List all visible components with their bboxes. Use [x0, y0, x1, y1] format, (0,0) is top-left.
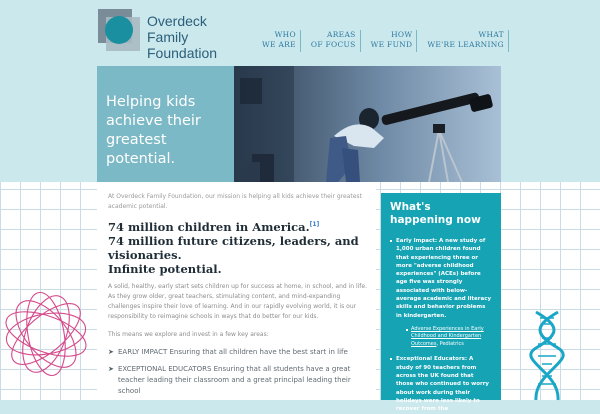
nav-what-were-learning[interactable]	[427, 30, 509, 52]
headline-line2: 74 million future citizens, leaders, and visionaries.	[108, 233, 359, 262]
nav-label: WHAT	[478, 30, 504, 39]
footnote-link[interactable]: [1]	[309, 221, 320, 228]
news-text: Exceptional Educators: A study of 90 teachers from across the UK found that those who continued to worry about work during their holidays were less likely to recover from the	[390, 355, 492, 413]
focus-area-text: EARLY IMPACT Ensuring that all children have the best start in life	[118, 347, 348, 356]
nav-label: AREAS	[327, 30, 356, 39]
hero-photo-child-telescope	[234, 66, 501, 182]
hero-banner	[97, 66, 501, 182]
nav-how-we-fund[interactable]	[371, 30, 418, 52]
logo-wordmark[interactable]	[147, 13, 237, 61]
hero-line: achieve their	[106, 113, 201, 129]
focus-area-text: EXCEPTIONAL EDUCATORS Ensuring that all students have a great teacher leading their classroom and a great principal leading their school	[118, 364, 351, 395]
logo-line2: Foundation	[147, 45, 218, 61]
dna-helix-decoration	[528, 312, 568, 400]
nav-label: OF FOCUS	[310, 40, 356, 49]
news-item	[390, 355, 492, 413]
main-content	[97, 182, 376, 400]
logo-circle	[105, 16, 133, 44]
areas-intro: This means we explore and invest in a few key areas:	[108, 330, 269, 338]
news-item	[390, 237, 492, 348]
main-nav	[252, 30, 509, 54]
hero-line: Helping kids	[106, 94, 196, 110]
focus-area-list	[108, 347, 376, 397]
logo-mark[interactable]	[98, 9, 140, 51]
mission-intro: At Overdeck Family Foundation, our mission is helping all kids achieve their greatest academic potential.	[108, 193, 362, 210]
logo-line1: Overdeck Family	[147, 13, 207, 45]
orbit-decoration	[0, 268, 100, 400]
headline-line1: 74 million children in America.	[108, 219, 310, 234]
list-item-early-impact[interactable]	[108, 347, 370, 358]
news-text: Early Impact: A new study of 1,000 urban children found that experiencing three or more "adverse childhood experiences" (ACEs) before age five was strongly associated with below-average academic and literacy skills and behavior problems in kindergarten.	[390, 237, 492, 320]
hero-line: greatest	[106, 132, 167, 148]
arrow-bullet-icon: ➤	[108, 364, 114, 373]
arrow-bullet-icon: ➤	[108, 347, 114, 356]
nav-who-we-are[interactable]	[262, 30, 301, 52]
nav-label: HOW	[391, 30, 413, 39]
nav-label: WE FUND	[370, 40, 413, 49]
news-link-source: , Pediatrics	[436, 340, 464, 347]
news-link-title[interactable]: Adverse Experiences in Early Childhood and Kindergarten Outcomes	[411, 325, 484, 347]
list-item-exceptional-educators[interactable]	[108, 364, 370, 397]
body-paragraph: A solid, healthy, early start sets children up for success at home, in school, and in life. As they grow older, great teachers, stimulating content, and mind-expanding challenges inspire their love of learning. And in our rapidly evolving world, it is our responsibility to reimagine schools in ways that do better for our kids.	[108, 282, 368, 320]
sidebar-title: What's happening now	[390, 201, 481, 226]
nav-areas-of-focus[interactable]	[311, 30, 361, 52]
whats-happening-sidebar	[381, 193, 501, 413]
news-source-link[interactable]	[406, 326, 492, 349]
hero-tagline	[106, 93, 234, 169]
nav-label: WHO	[274, 30, 296, 39]
nav-label: WE ARE	[262, 40, 296, 49]
headline	[108, 218, 370, 276]
headline-line3: Infinite potential.	[108, 261, 222, 276]
hero-line: potential.	[106, 151, 176, 167]
nav-label: WE'RE LEARNING	[427, 40, 504, 49]
